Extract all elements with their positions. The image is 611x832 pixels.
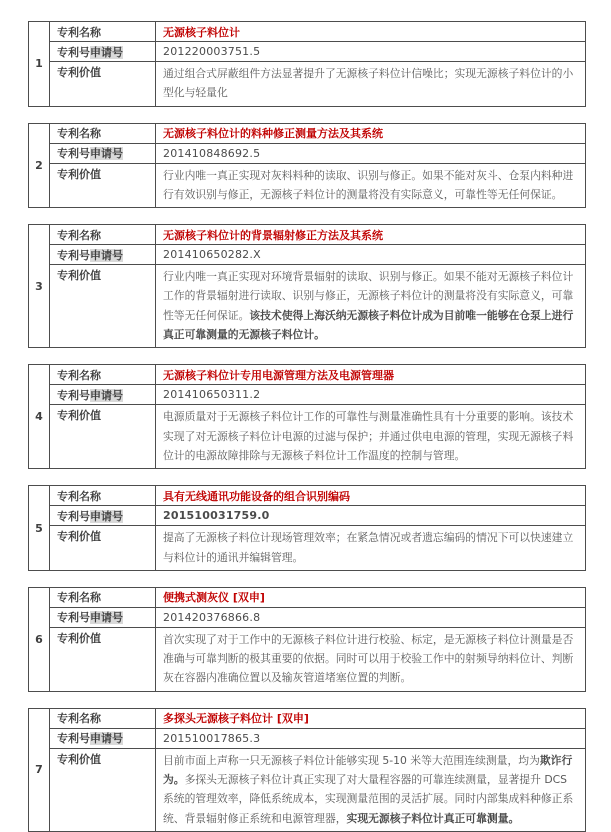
patent-name-label: 专利名称	[50, 365, 156, 385]
patent-number-label-part2-highlighted: 申请号	[90, 147, 123, 161]
patent-value-label: 专利价值	[50, 627, 156, 691]
patent-number-row	[29, 607, 586, 627]
patent-number-label	[50, 506, 156, 526]
patent-value-row	[29, 748, 586, 831]
patent-number-row	[29, 506, 586, 526]
patent-number-label	[50, 245, 156, 265]
patent-number-value: 201510031759.0	[156, 506, 586, 526]
patent-table	[28, 224, 586, 348]
patent-name-row	[29, 486, 586, 506]
patent-number-value: 201220003751.5	[156, 42, 586, 62]
patent-index: 7	[29, 708, 50, 831]
patent-value-segment: 实现无源核子料位计真正可靠测量。	[346, 811, 520, 825]
patent-number-label	[50, 42, 156, 62]
patent-value-segment: 欺诈行为。	[163, 753, 573, 787]
patent-number-value: 201410650282.X	[156, 245, 586, 265]
patent-number-value: 201410650311.2	[156, 385, 586, 405]
patent-number-value: 201510017865.3	[156, 728, 586, 748]
patent-value-text	[156, 405, 586, 469]
patent-name-label: 专利名称	[50, 225, 156, 245]
patent-name-label: 专利名称	[50, 587, 156, 607]
patent-value-label: 专利价值	[50, 526, 156, 571]
patent-name-row	[29, 587, 586, 607]
patent-number-row	[29, 385, 586, 405]
patent-number-label-part2-highlighted: 申请号	[90, 732, 123, 746]
patent-number-row	[29, 728, 586, 748]
patent-name-value: 多探头无源核子料位计 [双申]	[156, 708, 586, 728]
patent-index: 3	[29, 225, 50, 348]
patent-number-label-part2-highlighted: 申请号	[90, 388, 123, 402]
patent-number-label-part2-highlighted: 申请号	[90, 509, 123, 523]
patent-number-label-part1: 专利号	[57, 147, 90, 161]
patent-number-label-part2-highlighted: 申请号	[90, 248, 123, 262]
patent-number-row	[29, 42, 586, 62]
patent-number-label	[50, 607, 156, 627]
patent-value-text	[156, 627, 586, 691]
patent-name-value: 无源核子料位计专用电源管理方法及电源管理器	[156, 365, 586, 385]
patent-index: 6	[29, 587, 50, 691]
patent-number-label-part2-highlighted: 申请号	[90, 611, 123, 625]
patent-number-label-part1: 专利号	[57, 45, 90, 59]
patent-number-label	[50, 143, 156, 163]
patent-table	[28, 485, 586, 571]
patent-value-text	[156, 526, 586, 571]
patent-number-value: 201410848692.5	[156, 143, 586, 163]
patent-number-label-part1: 专利号	[57, 732, 90, 746]
patent-value-row	[29, 163, 586, 208]
patent-number-label-part1: 专利号	[57, 611, 90, 625]
patent-number-label	[50, 385, 156, 405]
patent-value-text	[156, 163, 586, 208]
patent-value-segment: 提高了无源核子料位计现场管理效率；在紧急情况或者遗忘编码的情况下可以快速建立与料位计的通讯并编辑管理。	[163, 531, 574, 564]
patent-value-segment: 多探头无源核子料位计真正实现了对大量程容器的可靠连续测量，显著提升 DCS 系统的管理效率，降低系统成本，实现测量范围的灵活扩展。同时内部集成料种修正系统、背景辐射修正系统和电源管理器，	[163, 773, 574, 825]
patent-value-row	[29, 265, 586, 348]
patent-number-row	[29, 143, 586, 163]
patent-name-label: 专利名称	[50, 486, 156, 506]
patent-value-label: 专利价值	[50, 163, 156, 208]
patent-table	[28, 123, 586, 209]
patent-name-value: 具有无线通讯功能设备的组合识别编码	[156, 486, 586, 506]
patent-name-row	[29, 22, 586, 42]
patent-name-row	[29, 225, 586, 245]
patent-index: 2	[29, 123, 50, 208]
patent-number-value: 201420376866.8	[156, 607, 586, 627]
patent-name-row	[29, 365, 586, 385]
patent-value-row	[29, 62, 586, 107]
patent-value-segment: 目前市面上声称一只无源核子料位计能够实现 5-10 米等大范围连续测量，均为	[163, 753, 540, 767]
patent-name-value: 无源核子料位计	[156, 22, 586, 42]
patent-value-row	[29, 405, 586, 469]
patent-value-text	[156, 62, 586, 107]
patent-name-value: 无源核子料位计的背景辐射修正方法及其系统	[156, 225, 586, 245]
patent-name-label: 专利名称	[50, 123, 156, 143]
patent-value-label: 专利价值	[50, 62, 156, 107]
patent-name-value: 便携式测灰仪 [双申]	[156, 587, 586, 607]
patent-name-row	[29, 708, 586, 728]
patent-value-segment: 行业内唯一真正实现对环境背景辐射的读取、识别与修正。如果不能对无源核子料位计工作的背景辐射进行读取、识别与修正，无源核子料位计的测量将没有实际意义，可靠性等无任何保证。	[163, 270, 574, 322]
patent-index: 5	[29, 486, 50, 571]
patent-name-label: 专利名称	[50, 22, 156, 42]
patent-index: 1	[29, 22, 50, 107]
patent-name-label: 专利名称	[50, 708, 156, 728]
patent-number-label-part2-highlighted: 申请号	[90, 45, 123, 59]
patent-table-list	[28, 21, 611, 832]
patent-value-segment: 行业内唯一真正实现对灰料料种的读取、识别与修正。如果不能对灰斗、仓泵内料种进行有效识别与修正，无源核子料位计的测量将没有实际意义，可靠性等无任何保证。	[163, 168, 574, 201]
patent-value-segment: 电源质量对于无源核子料位计工作的可靠性与测量准确性具有十分重要的影响。该技术实现了对无源核子料位计电源的过滤与保护；并通过供电电源的管理，实现无源核子料位计的电源故障排除与无源核子料位计工作温度的控制与管理。	[163, 410, 574, 462]
patent-value-row	[29, 627, 586, 691]
patent-value-segment: 该技术使得上海沃纳无源核子料位计成为目前唯一能够在仓泵上进行真正可靠测量的无源核子料位计。	[163, 308, 574, 342]
patent-value-label: 专利价值	[50, 405, 156, 469]
patent-table	[28, 364, 586, 469]
patent-value-text	[156, 748, 586, 831]
patent-number-label-part1: 专利号	[57, 248, 90, 262]
patent-value-label: 专利价值	[50, 748, 156, 831]
patent-number-row	[29, 245, 586, 265]
patent-value-row	[29, 526, 586, 571]
patent-value-segment: 通过组合式屏蔽组件方法显著提升了无源核子料位计信噪比；实现无源核子料位计的小型化与轻量化	[163, 67, 574, 100]
patent-table	[28, 587, 586, 692]
patent-table	[28, 708, 586, 832]
patent-value-segment: 首次实现了对于工作中的无源核子料位计进行校验、标定，是无源核子料位计测量是否准确与可靠判断的极其重要的依据。同时可以用于校验工作中的射频导纳料位计、判断灰在容器内准确位置以及输灰管道堵塞位置的判断。	[163, 632, 574, 685]
patent-name-value: 无源核子料位计的料种修正测量方法及其系统	[156, 123, 586, 143]
patent-value-label: 专利价值	[50, 265, 156, 348]
patent-index: 4	[29, 365, 50, 469]
patent-number-label-part1: 专利号	[57, 509, 90, 523]
patent-name-row	[29, 123, 586, 143]
patent-table	[28, 21, 586, 107]
patent-value-text	[156, 265, 586, 348]
patent-number-label	[50, 728, 156, 748]
patent-number-label-part1: 专利号	[57, 388, 90, 402]
